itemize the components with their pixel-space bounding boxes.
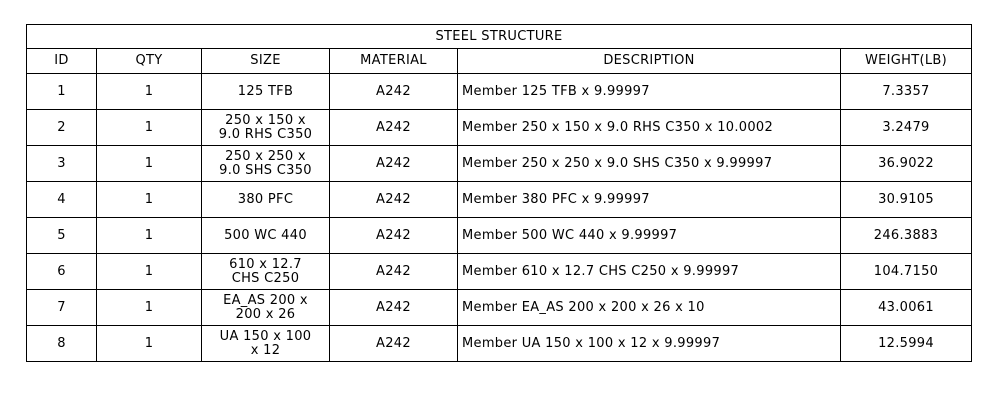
cell-weight: 36.9022 — [841, 146, 972, 182]
header-material: MATERIAL — [330, 49, 458, 74]
cell-material: A242 — [330, 146, 458, 182]
table-title: STEEL STRUCTURE — [27, 25, 972, 49]
cell-size: 380 PFC — [202, 182, 330, 218]
cell-weight: 43.0061 — [841, 290, 972, 326]
cell-size: EA_AS 200 x 200 x 26 — [202, 290, 330, 326]
table-row — [27, 326, 972, 362]
cell-size: 610 x 12.7 CHS C250 — [202, 254, 330, 290]
cell-size: 125 TFB — [202, 74, 330, 110]
cell-material: A242 — [330, 254, 458, 290]
table-row — [27, 110, 972, 146]
header-id: ID — [27, 49, 97, 74]
cell-weight: 30.9105 — [841, 182, 972, 218]
cell-weight: 246.3883 — [841, 218, 972, 254]
cell-description: Member 250 x 250 x 9.0 SHS C350 x 9.99997 — [458, 146, 841, 182]
cell-weight: 104.7150 — [841, 254, 972, 290]
cell-qty: 1 — [97, 74, 202, 110]
cell-weight: 3.2479 — [841, 110, 972, 146]
cell-id: 5 — [27, 218, 97, 254]
cell-material: A242 — [330, 218, 458, 254]
table-row — [27, 254, 972, 290]
cell-description: Member 380 PFC x 9.99997 — [458, 182, 841, 218]
header-qty: QTY — [97, 49, 202, 74]
header-size: SIZE — [202, 49, 330, 74]
table-title-row — [27, 25, 972, 49]
steel-structure-table — [26, 24, 972, 362]
cell-weight: 7.3357 — [841, 74, 972, 110]
cell-material: A242 — [330, 326, 458, 362]
cell-id: 6 — [27, 254, 97, 290]
cell-description: Member 610 x 12.7 CHS C250 x 9.99997 — [458, 254, 841, 290]
table-row — [27, 146, 972, 182]
cell-material: A242 — [330, 290, 458, 326]
cell-material: A242 — [330, 74, 458, 110]
cell-size: 500 WC 440 — [202, 218, 330, 254]
cell-description: Member UA 150 x 100 x 12 x 9.99997 — [458, 326, 841, 362]
cell-size: 250 x 150 x 9.0 RHS C350 — [202, 110, 330, 146]
cell-description: Member 500 WC 440 x 9.99997 — [458, 218, 841, 254]
cell-size: UA 150 x 100 x 12 — [202, 326, 330, 362]
table-row — [27, 290, 972, 326]
cell-qty: 1 — [97, 290, 202, 326]
cell-id: 3 — [27, 146, 97, 182]
cell-weight: 12.5994 — [841, 326, 972, 362]
cell-qty: 1 — [97, 254, 202, 290]
cell-qty: 1 — [97, 218, 202, 254]
cell-qty: 1 — [97, 182, 202, 218]
cell-material: A242 — [330, 110, 458, 146]
table-row — [27, 74, 972, 110]
cell-qty: 1 — [97, 110, 202, 146]
cell-id: 4 — [27, 182, 97, 218]
cell-description: Member 125 TFB x 9.99997 — [458, 74, 841, 110]
cell-id: 1 — [27, 74, 97, 110]
cell-material: A242 — [330, 182, 458, 218]
cell-description: Member EA_AS 200 x 200 x 26 x 10 — [458, 290, 841, 326]
cell-qty: 1 — [97, 326, 202, 362]
cell-description: Member 250 x 150 x 9.0 RHS C350 x 10.0002 — [458, 110, 841, 146]
cell-id: 2 — [27, 110, 97, 146]
cell-id: 7 — [27, 290, 97, 326]
cell-qty: 1 — [97, 146, 202, 182]
cell-id: 8 — [27, 326, 97, 362]
table-header-row — [27, 49, 972, 74]
cell-size: 250 x 250 x 9.0 SHS C350 — [202, 146, 330, 182]
table-row — [27, 182, 972, 218]
header-description: DESCRIPTION — [458, 49, 841, 74]
table-row — [27, 218, 972, 254]
header-weight: WEIGHT(LB) — [841, 49, 972, 74]
